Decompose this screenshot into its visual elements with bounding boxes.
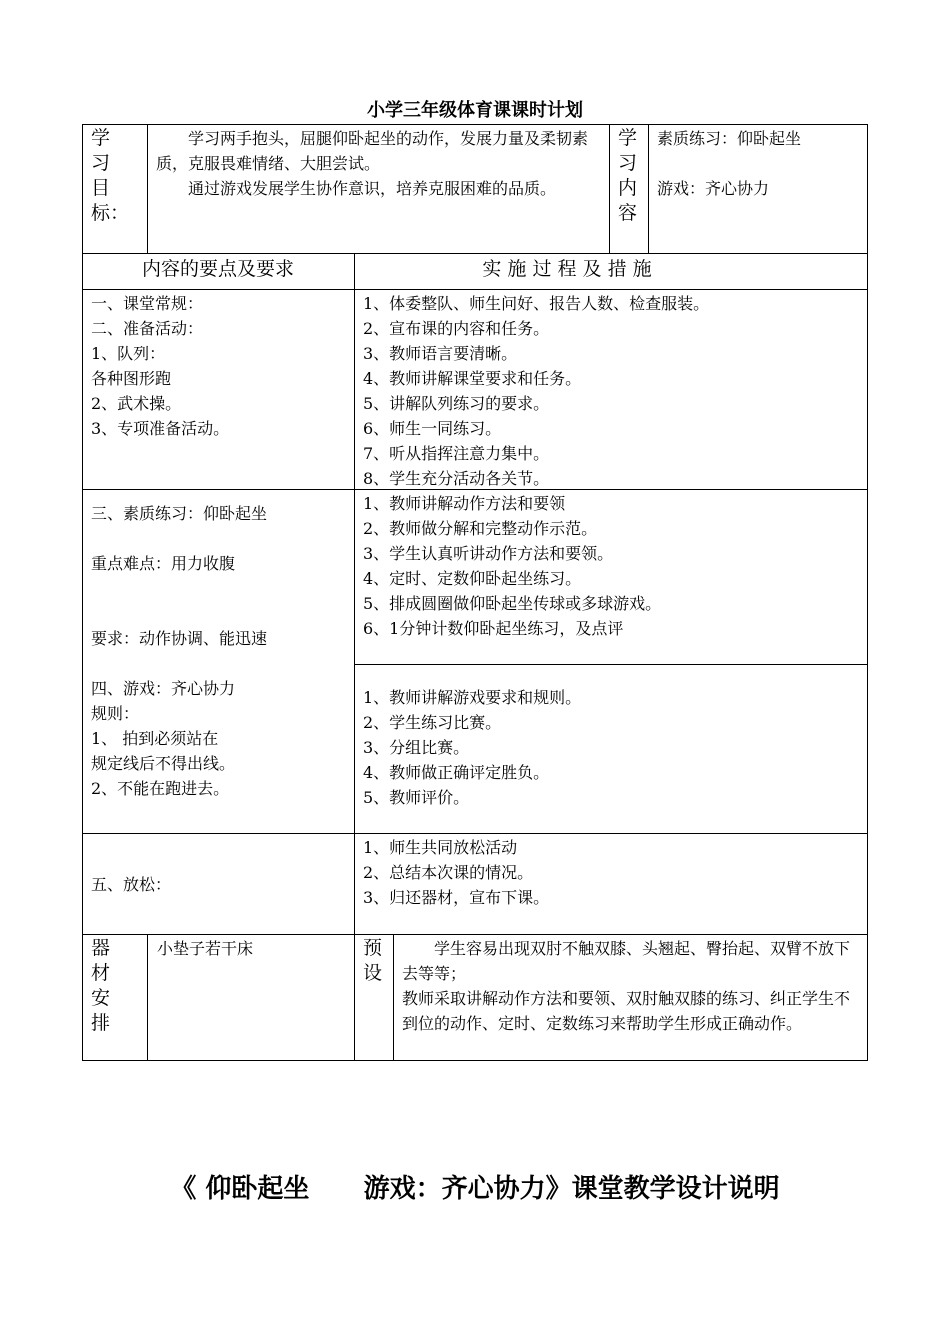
list-item: 要求：动作协调、能迅速 xyxy=(91,629,268,648)
list-item: 3、学生认真听讲动作方法和要领。 xyxy=(363,544,614,563)
list-item: 规则： xyxy=(91,704,140,723)
lesson-plan-table xyxy=(82,124,868,1061)
list-item: 2、宣布课的内容和任务。 xyxy=(363,319,550,338)
section2-points-a xyxy=(91,501,349,801)
col-divider xyxy=(147,934,148,1061)
objectives-paragraph: 学习两手抱头，屈腿仰卧起坐的动作，发展力量及柔韧素质，克服畏难情绪、大胆尝试。 xyxy=(156,129,589,173)
list-item: 6、师生一同练习。 xyxy=(363,419,502,438)
col-divider xyxy=(648,124,649,253)
section3-points: 五、放松： xyxy=(91,875,172,894)
col-divider xyxy=(147,124,148,253)
row-divider xyxy=(354,664,868,665)
list-item: 1、队列： xyxy=(91,344,166,363)
list-item: 1、体委整队、师生问好、报告人数、检查服装。 xyxy=(363,294,710,313)
row-divider xyxy=(82,833,868,834)
list-item: 6、1分钟计数仰卧起坐练习，及点评 xyxy=(363,619,624,638)
table-border-top xyxy=(82,124,868,125)
equipment-value: 小垫子若干床 xyxy=(157,939,254,958)
section2-process-a xyxy=(363,491,863,641)
list-item: 2、武术操。 xyxy=(91,394,182,413)
list-item: 规定线后不得出线。 xyxy=(91,754,236,773)
section1-process xyxy=(363,291,863,491)
col-divider xyxy=(393,934,394,1061)
preset-label: 预设 xyxy=(363,937,383,984)
row-divider xyxy=(82,934,868,935)
list-item: 5、教师评价。 xyxy=(363,788,470,807)
objectives-label: 学习目标： xyxy=(91,127,130,224)
list-item: 1、教师讲解动作方法和要领 xyxy=(363,494,566,513)
preset-paragraph: 学生容易出现双肘不触双膝、头翘起、臀抬起、双臂不放下去等等； xyxy=(402,939,851,983)
list-item: 一、课堂常规： xyxy=(91,294,204,313)
list-item: 1、 拍到必须站在 xyxy=(91,729,219,748)
list-item: 2、教师做分解和完整动作示范。 xyxy=(363,519,598,538)
list-item: 4、教师做正确评定胜负。 xyxy=(363,763,550,782)
process-header: 实 施 过 程 及 措 施 xyxy=(482,258,652,280)
list-item: 3、专项准备活动。 xyxy=(91,419,230,438)
objectives-text xyxy=(156,126,604,201)
table-border-right xyxy=(867,124,868,1061)
list-item: 重点难点：用力收腹 xyxy=(91,554,236,573)
content-label: 学习内容 xyxy=(618,127,638,224)
list-item: 1、师生共同放松活动 xyxy=(363,838,518,857)
section1-points xyxy=(91,291,349,441)
list-item: 4、定时、定数仰卧起坐练习。 xyxy=(363,569,582,588)
row-divider xyxy=(82,289,868,290)
list-item: 3、教师语言要清晰。 xyxy=(363,344,518,363)
list-item: 四、游戏：齐心协力 xyxy=(91,679,236,698)
table-border-bottom xyxy=(82,1060,868,1061)
list-item: 2、不能在跑进去。 xyxy=(91,779,230,798)
list-item: 各种图形跑 xyxy=(91,369,172,388)
preset-text xyxy=(402,936,862,1036)
section3-process xyxy=(363,835,863,910)
page-title: 小学三年级体育课课时计划 xyxy=(367,100,583,121)
list-item: 2、学生练习比赛。 xyxy=(363,713,502,732)
list-item: 5、排成圆圈做仰卧起坐传球或多球游戏。 xyxy=(363,594,662,613)
section2-process-b xyxy=(363,685,863,810)
equipment-label: 器材安排 xyxy=(91,937,111,1034)
list-item: 3、归还器材，宣布下课。 xyxy=(363,888,550,907)
row-divider xyxy=(82,253,868,254)
list-item: 二、准备活动： xyxy=(91,319,204,338)
content-item: 素质练习：仰卧起坐 xyxy=(657,129,802,148)
list-item: 7、听从指挥注意力集中。 xyxy=(363,444,550,463)
objectives-paragraph: 通过游戏发展学生协作意识，培养克服困难的品质。 xyxy=(188,179,557,198)
preset-paragraph: 教师采取讲解动作方法和要领、双肘触双膝的练习、纠正学生不到位的动作、定时、定数练习来帮助学生形成正确动作。 xyxy=(402,989,851,1033)
points-header: 内容的要点及要求 xyxy=(141,258,294,280)
col-divider xyxy=(609,124,610,253)
list-item: 5、讲解队列练习的要求。 xyxy=(363,394,550,413)
list-item: 2、总结本次课的情况。 xyxy=(363,863,534,882)
list-item: 三、素质练习：仰卧起坐 xyxy=(91,504,268,523)
list-item: 3、分组比赛。 xyxy=(363,738,470,757)
content-items xyxy=(657,126,862,201)
content-item: 游戏：齐心协力 xyxy=(657,179,770,198)
list-item: 8、学生充分活动各关节。 xyxy=(363,469,550,488)
list-item: 1、教师讲解游戏要求和规则。 xyxy=(363,688,582,707)
design-description-title: 《 仰卧起坐 游戏：齐心协力》课堂教学设计说明 xyxy=(170,1174,780,1204)
list-item: 4、教师讲解课堂要求和任务。 xyxy=(363,369,582,388)
